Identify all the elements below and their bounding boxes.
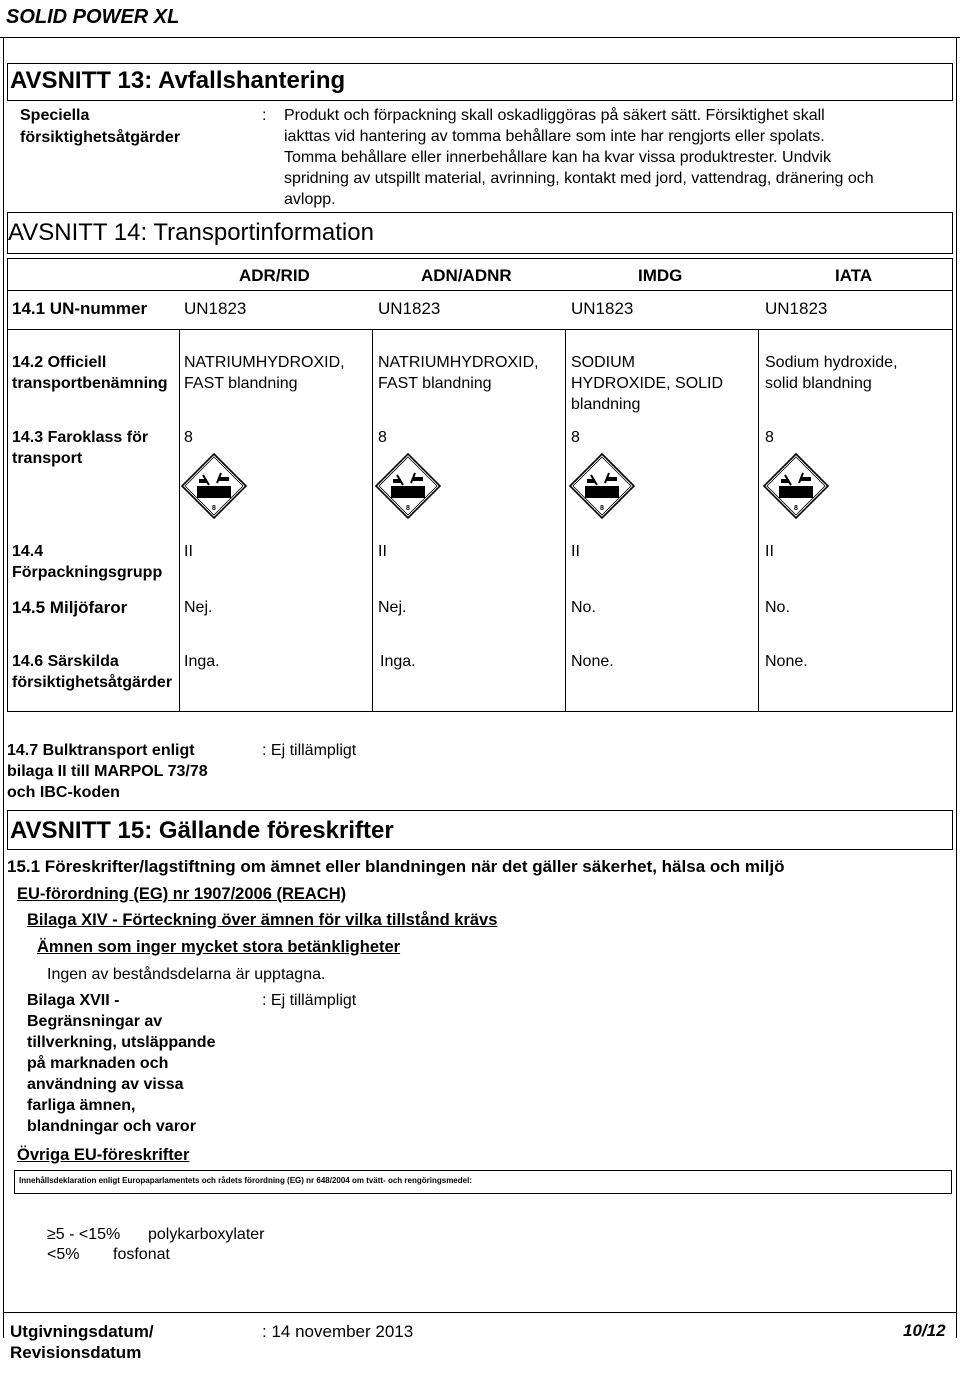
hazard-class-label-line: 14.3 Faroklass för: [12, 429, 149, 446]
s13-label-line2: försiktighetsåtgärder: [20, 129, 181, 146]
hazard-class-label-line: transport: [12, 450, 83, 467]
s13-text: [284, 105, 949, 210]
proper-name-line: solid blandning: [765, 375, 872, 392]
issue-date-label-line: Revisionsdatum: [10, 1343, 142, 1362]
svhc-text: Ingen av beståndsdelarna är upptagna.: [47, 966, 326, 983]
col-header-adr: ADR/RID: [239, 266, 310, 285]
packing-group-label: [12, 541, 162, 583]
packing-group-iata: II: [765, 543, 774, 560]
detergent-declaration-text: Innehållsdeklaration enligt Europaparlamentets och rådets förordning (EG) nr 648/2004 om tvätt- och rengöringsmedel:: [19, 1176, 472, 1185]
corrosive-pictogram-icon: [569, 453, 635, 519]
bulk-transport-label-line: bilaga II till MARPOL 73/78: [7, 763, 208, 780]
issue-date-label-line: Utgivningsdatum/: [10, 1322, 154, 1341]
bulk-transport-label: [7, 740, 208, 803]
proper-name-label-line: transportbenämning: [12, 375, 168, 392]
s13-text-line: Produkt och förpackning skall oskadliggöras på säkert sätt. Försiktighet skall: [284, 107, 825, 124]
annex-xvii-label-line: blandningar och varor: [27, 1118, 196, 1135]
page-number: 10/12: [903, 1321, 946, 1340]
col-header-iata: IATA: [835, 266, 873, 285]
detergent-ingredient: polykarboxylater: [148, 1226, 265, 1243]
regulations-heading: 15.1 Föreskrifter/lagstiftning om ämnet eller blandningen när det gäller säkerhet, hälsa och miljö: [7, 857, 785, 876]
table-divider: [758, 329, 759, 711]
packing-group-adn: II: [378, 543, 387, 560]
annex-xvii-label-line: användning av vissa: [27, 1076, 184, 1093]
header-rule: [8, 290, 952, 291]
special-precautions-label: [12, 651, 172, 693]
s13-text-line: Tomma behållare eller innerbehållare kan ha kvar vissa produktrester. Undvik: [284, 149, 831, 166]
annex-xvii-label-line: farliga ämnen,: [27, 1097, 136, 1114]
detergent-range: ≥5 - <15%: [47, 1226, 121, 1243]
s13-colon: :: [262, 107, 267, 124]
special-precautions-adr: Inga.: [184, 653, 220, 670]
section-14-title: AVSNITT 14: Transportinformation: [8, 219, 374, 246]
un-value-imdg: UN1823: [571, 299, 634, 318]
bulk-transport-label-line: och IBC-koden: [7, 784, 120, 801]
proper-name-line: HYDROXIDE, SOLID: [571, 375, 724, 392]
col-header-adn: ADN/ADNR: [421, 266, 512, 285]
detergent-range: <5%: [47, 1246, 80, 1263]
packing-group-label-line: 14.4: [12, 543, 44, 560]
svhc-heading: Ämnen som inger mycket stora betänkligheter: [37, 938, 401, 956]
issue-date-value: : 14 november 2013: [262, 1322, 414, 1341]
document-header: [0, 0, 960, 38]
packing-group-label-line: Förpackningsgrupp: [12, 564, 163, 581]
table-divider: [565, 329, 566, 711]
other-eu-heading: Övriga EU-föreskrifter: [17, 1146, 190, 1164]
special-precautions-label-line: försiktighetsåtgärder: [12, 674, 173, 691]
hazard-class-adr: 8: [184, 429, 193, 446]
special-precautions-adn: Inga.: [380, 653, 416, 670]
special-precautions-imdg: None.: [571, 653, 614, 670]
un-number-label: 14.1 UN-nummer: [12, 299, 148, 318]
svg-text:8: 8: [794, 505, 798, 512]
proper-name-line: SODIUM: [571, 354, 635, 371]
bulk-transport-label-line: 14.7 Bulktransport enligt: [7, 742, 195, 759]
annex-xvii-label-line: Bilaga XVII -: [27, 992, 120, 1009]
env-hazard-iata: No.: [765, 599, 790, 616]
proper-name-adn: [378, 352, 539, 394]
bulk-transport-value: : Ej tillämpligt: [262, 742, 357, 759]
annex-xvii-label-line: Begränsningar av: [27, 1013, 163, 1030]
env-hazard-adn: Nej.: [378, 599, 407, 616]
hazard-class-adn: 8: [378, 429, 387, 446]
svg-text:8: 8: [212, 505, 216, 512]
proper-name-line: NATRIUMHYDROXID,: [184, 354, 345, 371]
env-hazard-adr: Nej.: [184, 599, 213, 616]
col-header-imdg: IMDG: [638, 266, 683, 285]
proper-name-adr: [184, 352, 345, 394]
s13-text-line: avlopp.: [284, 191, 336, 208]
special-precautions-label-line: 14.6 Särskilda: [12, 653, 119, 670]
reach-heading: EU-förordning (EG) nr 1907/2006 (REACH): [17, 885, 347, 903]
proper-name-line: blandning: [571, 396, 641, 413]
annex-xvii-label-line: på marknaden och: [27, 1055, 169, 1072]
proper-name-label: [12, 352, 168, 394]
section-14-box: [7, 212, 953, 254]
annex-xiv-heading: Bilaga XIV - Förteckning över ämnen för vilka tillstånd krävs: [27, 911, 498, 929]
issue-date-label: [10, 1321, 154, 1363]
env-hazard-imdg: No.: [571, 599, 596, 616]
section-13-title: AVSNITT 13: Avfallshantering: [10, 67, 346, 94]
corrosive-pictogram-icon: [375, 453, 441, 519]
hazard-class-iata: 8: [765, 429, 774, 446]
svg-text:8: 8: [600, 505, 604, 512]
hazard-class-label: [12, 427, 148, 469]
un-value-iata: UN1823: [765, 299, 828, 318]
proper-name-line: FAST blandning: [184, 375, 298, 392]
proper-name-line: NATRIUMHYDROXID,: [378, 354, 539, 371]
footer-rule: [3, 1312, 957, 1313]
env-hazard-label: 14.5 Miljöfaror: [12, 598, 128, 617]
proper-name-iata: [765, 352, 898, 394]
svg-text:8: 8: [406, 505, 410, 512]
annex-xvii-value: : Ej tillämpligt: [262, 992, 357, 1009]
un-value-adr: UN1823: [184, 299, 247, 318]
packing-group-imdg: II: [571, 543, 580, 560]
section-15-box: [7, 810, 953, 850]
proper-name-imdg: [571, 352, 723, 415]
hazard-class-imdg: 8: [571, 429, 580, 446]
header-rule: [8, 329, 952, 330]
proper-name-line: FAST blandning: [378, 375, 492, 392]
special-precautions-iata: None.: [765, 653, 808, 670]
s13-text-line: iakttas vid hantering av tomma behållare som inte har rengjorts eller spolats.: [284, 128, 825, 145]
s13-text-line: spridning av utspillt material, avrinning, kontakt med jord, vattendrag, dränering och: [284, 170, 874, 187]
un-value-adn: UN1823: [378, 299, 441, 318]
corrosive-pictogram-icon: [763, 453, 829, 519]
section-15-title: AVSNITT 15: Gällande föreskrifter: [10, 817, 394, 844]
annex-xvii-label-line: tillverkning, utsläppande: [27, 1034, 216, 1051]
detergent-ingredient: fosfonat: [113, 1246, 170, 1263]
packing-group-adr: II: [184, 543, 193, 560]
section-13-box: [7, 63, 953, 101]
table-divider: [179, 329, 180, 711]
corrosive-pictogram-icon: [181, 453, 247, 519]
product-name: SOLID POWER XL: [6, 6, 180, 28]
proper-name-line: Sodium hydroxide,: [765, 354, 898, 371]
table-divider: [372, 329, 373, 711]
annex-xvii-label: [27, 990, 215, 1137]
proper-name-label-line: 14.2 Officiell: [12, 354, 107, 371]
detergent-declaration-box: [14, 1170, 952, 1194]
s13-label-line1: Speciella: [20, 107, 90, 124]
